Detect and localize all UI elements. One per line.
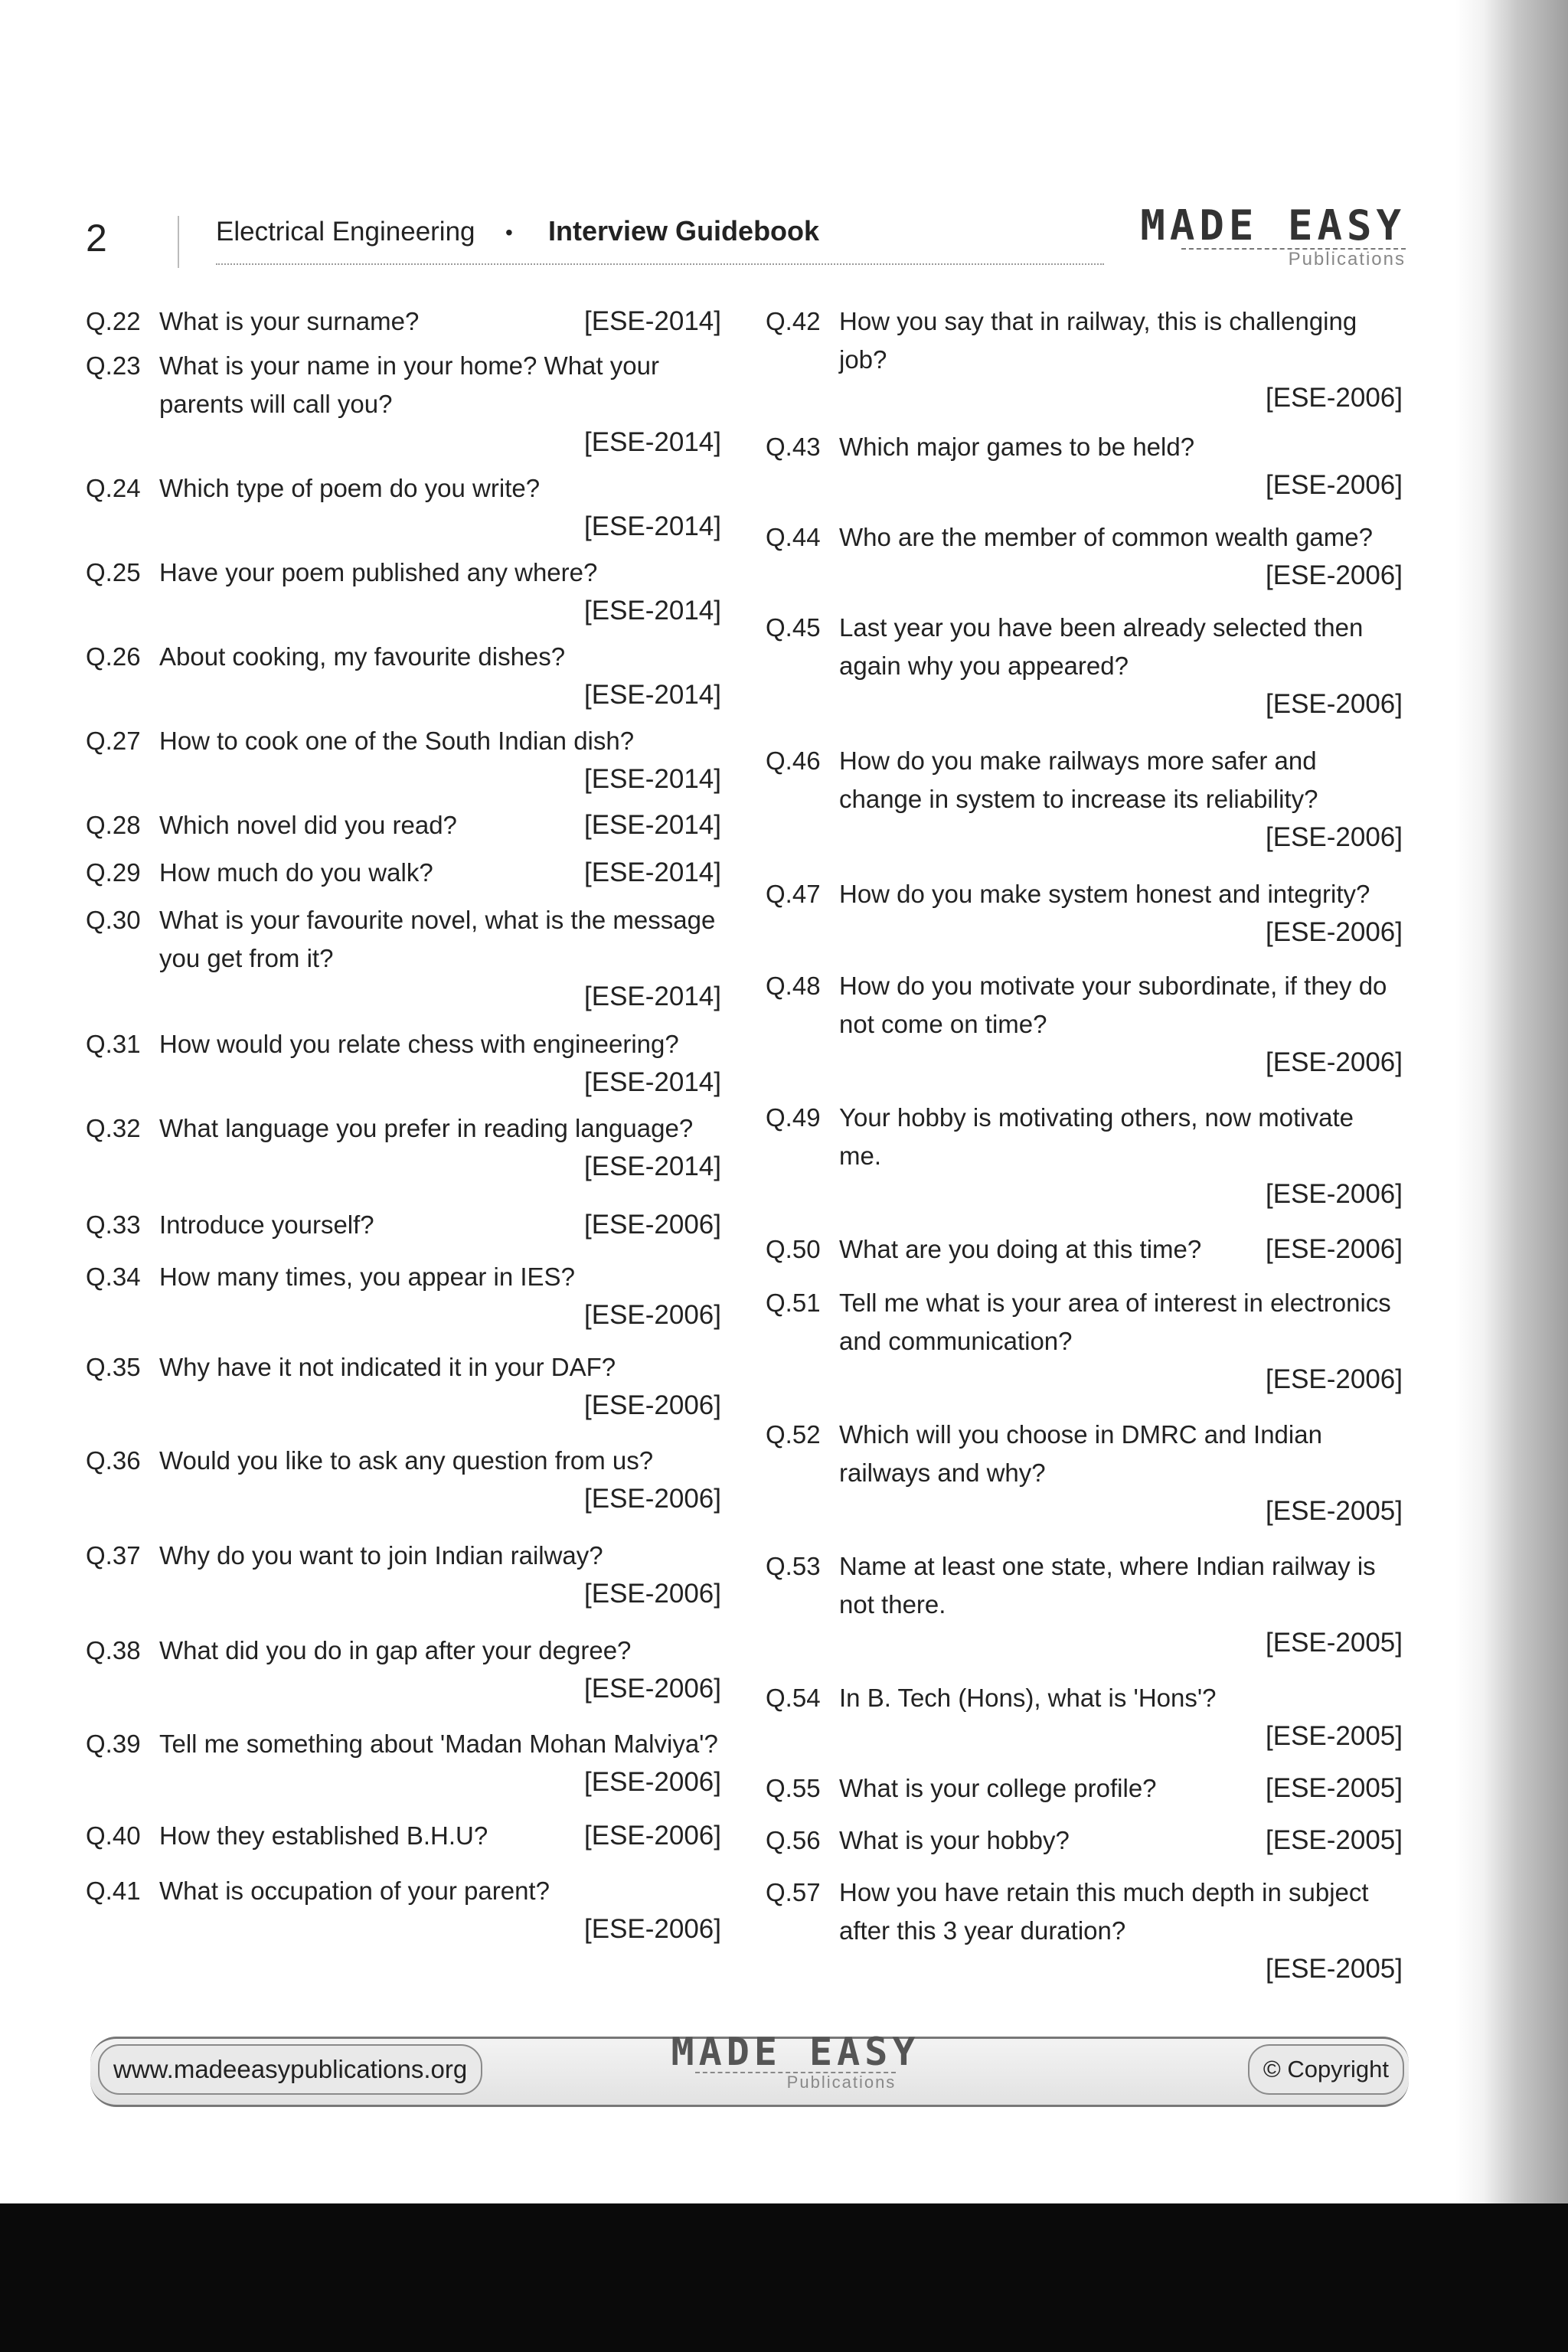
question-text: Which novel did you read? [159, 811, 457, 839]
question-number: Q.25 [86, 558, 141, 586]
exam-year-tag: [ESE-2006] [584, 1390, 721, 1420]
question-number: Q.35 [86, 1353, 141, 1381]
question-text: How you have retain this much depth in subject after this 3 year duration? [839, 1878, 1369, 1945]
question-text: Last year you have been already selected then again why you appeared? [839, 613, 1364, 680]
question-text: Name at least one state, where Indian railway is not there. [839, 1552, 1376, 1619]
exam-year-tag: [ESE-2006] [1266, 1047, 1403, 1077]
exam-year-tag: [ESE-2014] [584, 596, 721, 626]
question-number: Q.45 [766, 613, 821, 642]
question-text: What is your college profile? [839, 1774, 1157, 1802]
question-item [86, 302, 721, 341]
exam-year-tag: [ESE-2014] [584, 982, 721, 1011]
question-number: Q.48 [766, 972, 821, 1000]
question-text: What is your hobby? [839, 1826, 1070, 1854]
exam-year-tag: [ESE-2006] [584, 1914, 721, 1944]
exam-year-tag: [ESE-2006] [1266, 560, 1403, 590]
question-number: Q.29 [86, 858, 141, 887]
question-text: How to cook one of the South Indian dish? [159, 727, 635, 755]
question-text: What is your favourite novel, what is the message you get from it? [159, 906, 716, 972]
question-text: Why have it not indicated it in your DAF? [159, 1353, 616, 1381]
question-column-left [86, 302, 721, 1949]
header-divider [178, 216, 179, 268]
exam-year-tag: [ESE-2014] [584, 511, 721, 541]
exam-year-tag: [ESE-2006] [1266, 822, 1403, 852]
question-item [86, 469, 721, 546]
exam-year-tag: [ESE-2005] [1266, 1496, 1403, 1526]
question-text: How do you motivate your subordinate, if they do not come on time? [839, 972, 1387, 1038]
page-number: 2 [86, 217, 107, 260]
question-number: Q.37 [86, 1541, 141, 1570]
page-footer [90, 2030, 1409, 2110]
question-text: How many times, you appear in IES? [159, 1263, 575, 1291]
question-number: Q.42 [766, 307, 821, 335]
question-item [86, 1632, 721, 1708]
question-item [766, 609, 1403, 724]
question-item [86, 1537, 721, 1613]
question-number: Q.32 [86, 1114, 141, 1142]
question-item [86, 1725, 721, 1802]
exam-year-tag: [ESE-2006] [584, 1300, 721, 1330]
question-item [766, 1284, 1403, 1399]
question-text: Which major games to be held? [839, 433, 1195, 461]
exam-year-tag: [ESE-2005] [1266, 1628, 1403, 1658]
page-edge-shadow [1455, 0, 1568, 2205]
question-item [766, 428, 1403, 505]
exam-year-tag: [ESE-2006] [1266, 917, 1403, 947]
question-number: Q.50 [766, 1235, 821, 1263]
question-number: Q.30 [86, 906, 141, 934]
question-number: Q.55 [766, 1774, 821, 1802]
question-number: Q.57 [766, 1878, 821, 1906]
question-column-right [766, 302, 1403, 1988]
question-item [86, 901, 721, 1016]
question-text: Tell me what is your area of interest in electronics and communication? [839, 1289, 1391, 1355]
exam-year-tag: [ESE-2006] [584, 1484, 721, 1514]
exam-year-tag: [ESE-2014] [584, 1067, 721, 1097]
exam-year-tag: [ESE-2006] [1266, 470, 1403, 500]
footer-logo-publications-text: Publications [695, 2072, 897, 2092]
question-number: Q.26 [86, 642, 141, 671]
question-number: Q.22 [86, 307, 141, 335]
question-text: How do you make railways more safer and change in system to increase its reliability? [839, 746, 1318, 813]
question-text: What language you prefer in reading language? [159, 1114, 694, 1142]
exam-year-tag: [ESE-2005] [1266, 1721, 1403, 1751]
logo-brand-text: MADE EASY [1140, 201, 1406, 250]
footer-logo-brand-text: MADE EASY [671, 2030, 920, 2074]
exam-year-tag: [ESE-2006] [1266, 689, 1403, 719]
exam-year-tag: [ESE-2006] [584, 1821, 721, 1851]
question-text: How do you make system honest and integrity? [839, 880, 1370, 908]
question-text: In B. Tech (Hons), what is 'Hons'? [839, 1684, 1217, 1712]
question-text: Which type of poem do you write? [159, 474, 541, 502]
question-item [766, 1873, 1403, 1988]
exam-year-tag: [ESE-2006] [1266, 383, 1403, 413]
question-text: How would you relate chess with engineering? [159, 1030, 679, 1058]
question-number: Q.52 [766, 1420, 821, 1449]
footer-website-link[interactable]: www.madeeasypublications.org [98, 2044, 482, 2095]
header-subject: Electrical Engineering [216, 217, 475, 247]
question-number: Q.41 [86, 1877, 141, 1905]
header-rule [216, 263, 1104, 265]
question-number: Q.53 [766, 1552, 821, 1580]
question-text: Why do you want to join Indian railway? [159, 1541, 603, 1570]
exam-year-tag: [ESE-2006] [1266, 1179, 1403, 1209]
question-number: Q.46 [766, 746, 821, 775]
question-text: About cooking, my favourite dishes? [159, 642, 566, 671]
question-number: Q.56 [766, 1826, 821, 1854]
question-text: How you say that in railway, this is challenging job? [839, 307, 1357, 374]
exam-year-tag: [ESE-2006] [584, 1767, 721, 1797]
publisher-logo [1102, 201, 1406, 270]
question-item [86, 347, 721, 462]
question-item [86, 854, 721, 892]
question-item [766, 1547, 1403, 1662]
exam-year-tag: [ESE-2006] [584, 1210, 721, 1240]
exam-year-tag: [ESE-2014] [584, 858, 721, 887]
question-item [86, 1872, 721, 1949]
exam-year-tag: [ESE-2005] [1266, 1825, 1403, 1855]
question-item [86, 1442, 721, 1518]
question-item [766, 1230, 1403, 1269]
exam-year-tag: [ESE-2006] [584, 1674, 721, 1704]
question-item [766, 1099, 1403, 1214]
question-number: Q.47 [766, 880, 821, 908]
question-number: Q.49 [766, 1103, 821, 1132]
exam-year-tag: [ESE-2014] [584, 306, 721, 336]
exam-year-tag: [ESE-2014] [584, 810, 721, 840]
question-item [766, 518, 1403, 595]
exam-year-tag: [ESE-2005] [1266, 1773, 1403, 1803]
question-number: Q.36 [86, 1446, 141, 1475]
exam-year-tag: [ESE-2014] [584, 680, 721, 710]
scan-bottom-band [0, 2203, 1568, 2352]
question-item [86, 1206, 721, 1244]
question-text: Who are the member of common wealth game? [839, 523, 1373, 551]
question-text: Have your poem published any where? [159, 558, 598, 586]
question-text: What is your surname? [159, 307, 420, 335]
question-text: Tell me something about 'Madan Mohan Malviya'? [159, 1730, 718, 1758]
question-text: How much do you walk? [159, 858, 433, 887]
question-item [766, 1769, 1403, 1808]
exam-year-tag: [ESE-2014] [584, 1152, 721, 1181]
question-item [86, 1025, 721, 1102]
question-item [86, 638, 721, 714]
question-number: Q.54 [766, 1684, 821, 1712]
question-number: Q.44 [766, 523, 821, 551]
exam-year-tag: [ESE-2014] [584, 764, 721, 794]
exam-year-tag: [ESE-2014] [584, 427, 721, 457]
question-number: Q.24 [86, 474, 141, 502]
exam-year-tag: [ESE-2005] [1266, 1954, 1403, 1984]
question-item [86, 1817, 721, 1855]
question-item [86, 1109, 721, 1186]
question-number: Q.39 [86, 1730, 141, 1758]
question-item [86, 722, 721, 799]
question-text: What did you do in gap after your degree? [159, 1636, 632, 1664]
question-number: Q.51 [766, 1289, 821, 1317]
question-text: Which will you choose in DMRC and Indian railways and why? [839, 1420, 1322, 1487]
question-number: Q.38 [86, 1636, 141, 1664]
question-item [766, 1679, 1403, 1756]
page-header [0, 0, 1568, 276]
footer-publisher-logo [616, 2032, 975, 2092]
question-text: How they established B.H.U? [159, 1821, 488, 1850]
logo-publications-text: Publications [1181, 248, 1406, 270]
exam-year-tag: [ESE-2006] [584, 1579, 721, 1609]
question-item [86, 554, 721, 630]
bullet-separator-icon: • [505, 220, 513, 244]
question-item [766, 302, 1403, 417]
question-number: Q.28 [86, 811, 141, 839]
question-number: Q.31 [86, 1030, 141, 1058]
question-text: Your hobby is motivating others, now motivate me. [839, 1103, 1354, 1170]
question-item [86, 806, 721, 844]
question-number: Q.27 [86, 727, 141, 755]
question-item [766, 967, 1403, 1082]
question-item [766, 1416, 1403, 1530]
question-item [766, 742, 1403, 857]
question-item [86, 1258, 721, 1334]
question-number: Q.43 [766, 433, 821, 461]
question-text: Introduce yourself? [159, 1210, 374, 1239]
question-text: What is your name in your home? What your parents will call you? [159, 351, 659, 418]
question-item [86, 1348, 721, 1425]
question-number: Q.34 [86, 1263, 141, 1291]
question-text: What are you doing at this time? [839, 1235, 1202, 1263]
question-number: Q.33 [86, 1210, 141, 1239]
header-book-title: Interview Guidebook [548, 215, 820, 247]
exam-year-tag: [ESE-2006] [1266, 1364, 1403, 1394]
exam-year-tag: [ESE-2006] [1266, 1234, 1403, 1264]
question-number: Q.23 [86, 351, 141, 380]
question-number: Q.40 [86, 1821, 141, 1850]
question-text: Would you like to ask any question from us? [159, 1446, 654, 1475]
copyright-badge: © Copyright [1248, 2044, 1404, 2095]
question-item [766, 1821, 1403, 1860]
question-item [766, 875, 1403, 952]
question-text: What is occupation of your parent? [159, 1877, 550, 1905]
